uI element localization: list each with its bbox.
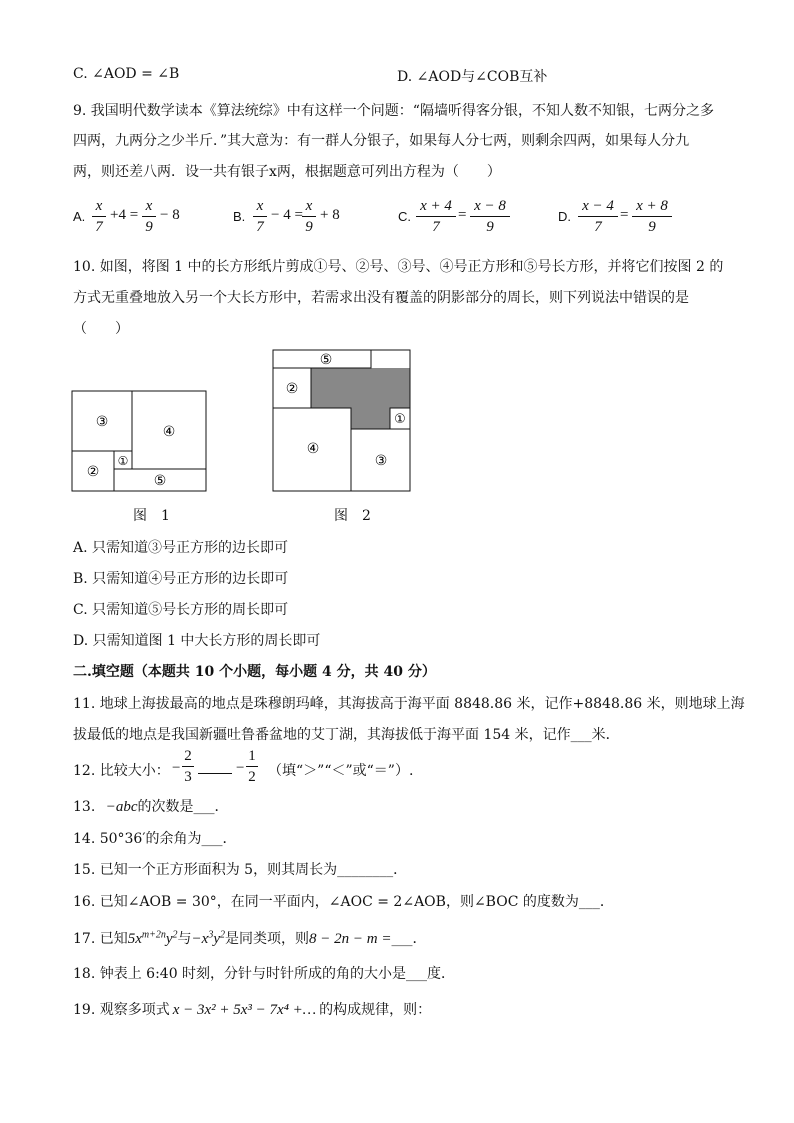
q10-option-c: C. 只需知道⑤号长方形的周长即可 — [73, 602, 289, 618]
figure-2 — [271, 348, 415, 494]
fraction: x 7 — [253, 197, 267, 236]
q10-line-3: （ ） — [73, 321, 129, 337]
fraction-2-3: 2 3 — [182, 747, 194, 786]
exponent-m-2n: m+2n — [141, 929, 166, 941]
fig1-label-3: ③ — [95, 414, 109, 430]
fraction: x − 4 7 — [578, 197, 618, 236]
q15: 15. 已知一个正方形面积为 5，则其周长为________． — [73, 862, 408, 878]
q19-polynomial: x − 3x² + 5x³ − 7x⁴ +… — [172, 1002, 317, 1018]
q9-line-3: 两，则还差八两．设一共有银子x两，根据题意可列出方程为（ ） — [73, 164, 501, 180]
operator: + 8 — [320, 207, 340, 223]
q10-line-1: 10. 如图，将图 1 中的长方形纸片剪成①号、②号、③号、④号正方形和⑤号长方形，并将它们按图 2 的 — [73, 259, 724, 275]
fig1-label-4: ④ — [162, 424, 176, 440]
fraction-1-2: 1 2 — [246, 747, 258, 786]
fig1-caption: 图 1 — [133, 508, 170, 524]
fig1-label-1: ① — [117, 454, 129, 468]
fig2-label-1: ① — [394, 412, 406, 427]
fig1-label-2: ② — [86, 464, 100, 480]
operator: = — [458, 207, 467, 223]
term-neg-x: −x — [191, 931, 209, 947]
fraction: x + 8 9 — [632, 197, 672, 236]
q10-option-b: B. 只需知道④号正方形的边长即可 — [73, 571, 289, 587]
q11-line-2: 拔最低的地点是我国新疆吐鲁番盆地的艾丁湖，其海拔低于海平面 154 米，记作___米． — [73, 727, 620, 743]
minus-sign: − — [172, 760, 181, 776]
q18: 18. 钟表上 6:40 时刻，分针与时针所成的角的大小是___度． — [73, 966, 456, 982]
fig1-label-5: ⑤ — [153, 473, 167, 489]
q17-prefix: 17. 已知 — [73, 931, 128, 947]
operator: = — [620, 207, 629, 223]
fig2-label-5: ⑤ — [319, 352, 333, 368]
q17: 17. 已知$5x^{m+2n}y^2$与$-x^3y^2$是同类项，则8 − 2n − m =___． — [73, 929, 427, 947]
minus-sign: − — [236, 760, 245, 776]
q9-line-2: 四两，九两分之少半斤．”其大意为：有一群人分银子，如果每人分七两，则剩余四两，如果每人分九 — [73, 133, 690, 149]
fig2-label-2: ② — [285, 381, 299, 397]
q8-option-d: D. ∠AOD与∠COB互补 — [397, 69, 548, 85]
fig2-label-3: ③ — [374, 453, 388, 469]
q14: 14. 50°36′的余角为___． — [73, 831, 237, 847]
q9-line-1: 9. 我国明代数学读本《算法统综》中有这样一个问题：“隔墙听得客分银，不知人数不知银，七两分之多 — [73, 103, 714, 119]
q12-prefix: 12. 比较大小： — [73, 763, 170, 779]
operator: +4 = — [110, 207, 139, 223]
option-label: A. — [73, 209, 86, 224]
option-label: C. — [398, 209, 411, 224]
q13-text: 的次数是___． — [137, 799, 229, 815]
fraction: x + 4 7 — [416, 197, 456, 236]
operator: − 4 = — [271, 207, 303, 223]
q8-option-c: C. ∠AOD = ∠B — [73, 66, 180, 82]
fraction: x 9 — [142, 197, 156, 236]
option-label: D. — [558, 209, 571, 224]
section-2-title: 二.填空题（本题共 10 个小题，每小题 4 分，共 40 分） — [73, 664, 436, 680]
figure-1 — [70, 389, 210, 495]
q13 — [73, 796, 229, 816]
fig2-caption: 图 2 — [334, 508, 371, 524]
q10-line-2: 方式无重叠地放入另一个大长方形中，若需求出没有覆盖的阴影部分的周长，则下列说法中错误的是 — [73, 290, 689, 306]
q12-suffix: （填“＞”“＜”或“＝”）. — [268, 763, 414, 779]
q13-number: 13. — [73, 799, 96, 815]
fraction: x − 8 9 — [470, 197, 510, 236]
q19-suffix: 的构成规律，则： — [319, 1002, 432, 1018]
q11-line-1: 11. 地球上海拔最高的地点是珠穆朗玛峰，其海拔高于海平面 8848.86 米，记作+8848.86 米，则地球上海 — [73, 696, 745, 712]
fig2-label-4: ④ — [306, 441, 320, 457]
q19-prefix: 19. 观察多项式 — [73, 1002, 170, 1018]
q13-expression: −abc — [105, 799, 138, 815]
operator: − 8 — [160, 207, 180, 223]
q10-option-d: D. 只需知道图 1 中大长方形的周长即可 — [73, 633, 321, 649]
q19 — [73, 999, 431, 1019]
fraction: x 7 — [92, 197, 106, 236]
term-5x: 5x — [127, 931, 142, 947]
fraction: x 9 — [302, 197, 316, 236]
option-label: B. — [233, 209, 246, 224]
q16: 16. 已知∠AOB = 30°，在同一平面内，∠AOC = 2∠AOB，则∠BOC 的度数为___． — [73, 894, 614, 910]
q10-option-a: A. 只需知道③号正方形的边长即可 — [73, 540, 289, 556]
answer-blank[interactable] — [198, 773, 232, 774]
q17-expression: 8 − 2n − m = — [309, 931, 392, 947]
